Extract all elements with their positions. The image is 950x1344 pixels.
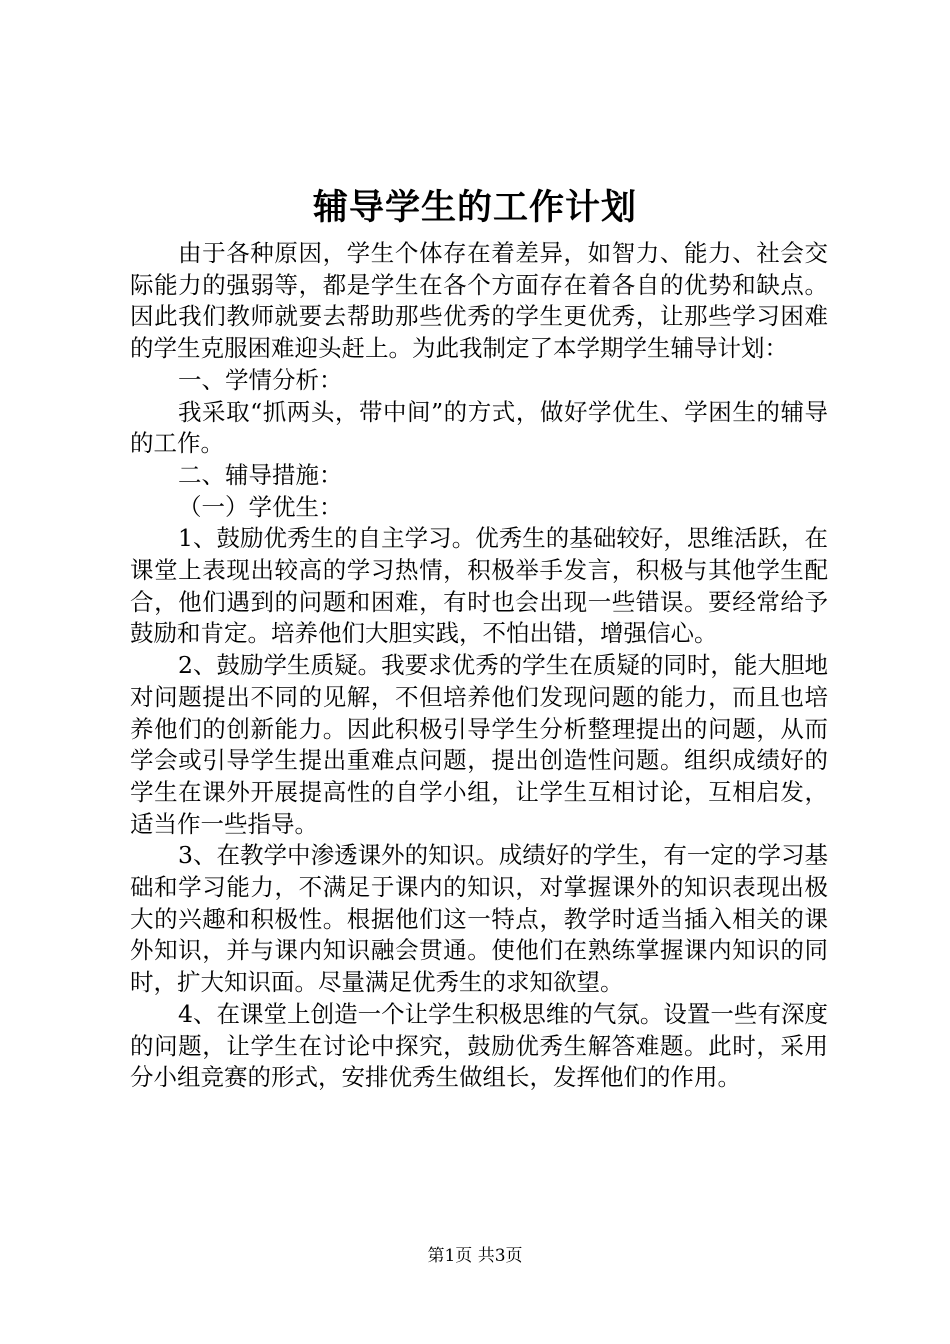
paragraph-item-1: 1、鼓励优秀生的自主学习。优秀生的基础较好，思维活跃，在课堂上表现出较高的学习热情，积极举手发言，积极与其他学生配合，他们遇到的问题和困难，有时也会出现一些错误。要经常给予鼓励和肯定。培养他们大胆实践，不怕出错，增强信心。: [130, 524, 828, 648]
paragraph-intro: 由于各种原因，学生个体存在着差异，如智力、能力、社会交际能力的强弱等，都是学生在各个方面存在着各自的优势和缺点。因此我们教师就要去帮助那些优秀的学生更优秀，让那些学习困难的学生克服困难迎头赶上。为此我制定了本学期学生辅导计划：: [130, 239, 828, 363]
subsection-heading-top-students: （一）学优生：: [178, 492, 343, 521]
section-heading-analysis: 一、学情分析：: [178, 365, 343, 394]
page-footer: 第1页 共3页: [427, 1246, 523, 1266]
paragraph-item-4: 4、在课堂上创造一个让学生积极思维的气氛。设置一些有深度的问题，让学生在讨论中探究，鼓励优秀生解答难题。此时，采用分小组竞赛的形式，安排优秀生做组长，发挥他们的作用。: [130, 999, 828, 1092]
paragraph-item-3: 3、在教学中渗透课外的知识。成绩好的学生，有一定的学习基础和学习能力，不满足于课内的知识，对掌握课外的知识表现出极大的兴趣和积极性。根据他们这一特点，教学时适当插入相关的课外知识，并与课内知识融会贯通。使他们在熟练掌握课内知识的同时，扩大知识面。尽量满足优秀生的求知欲望。: [130, 841, 828, 997]
paragraph-analysis: 我采取“抓两头，带中间”的方式，做好学优生、学困生的辅导的工作。: [130, 397, 828, 458]
document-title: 辅导学生的工作计划: [312, 187, 637, 228]
document-body: [130, 238, 828, 1094]
section-heading-measures: 二、辅导措施：: [178, 460, 343, 489]
paragraph-item-2: 2、鼓励学生质疑。我要求优秀的学生在质疑的同时，能大胆地对问题提出不同的见解，不但培养他们发现问题的能力，而且也培养他们的创新能力。因此积极引导学生分析整理提出的问题，从而学会或引导学生提出重难点问题，提出创造性问题。组织成绩好的学生在课外开展提高性的自学小组，让学生互相讨论，互相启发，适当作一些指导。: [130, 651, 828, 838]
